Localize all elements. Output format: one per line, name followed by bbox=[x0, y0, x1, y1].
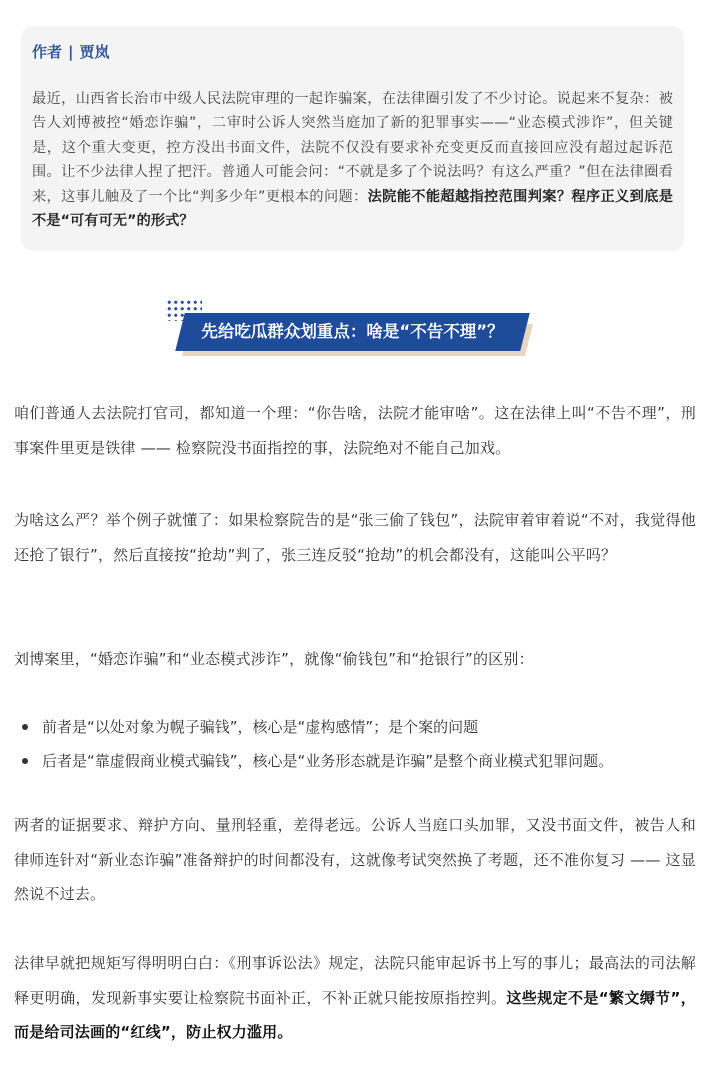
bullet-list bbox=[14, 710, 696, 778]
paragraph-5 bbox=[14, 946, 696, 1050]
paragraph-2: 为啥这么严？举个例子就懂了：如果检察院告的是“张三偷了钱包”，法院审着审着说“不对，我觉得他还抢了银行”，然后直接按“抢劫”判了，张三连反驳“抢劫”的机会都没有，这能叫公平吗？ bbox=[14, 511, 696, 564]
bullet-text: 后者是“靠虚假商业模式骗钱”，核心是“业务形态就是诈骗”是整个商业模式犯罪问题。 bbox=[42, 752, 614, 770]
paragraph-3: 刘博案里，“婚恋诈骗”和“业态模式涉诈”，就像“偷钱包”和“抢银行”的区别： bbox=[14, 650, 534, 668]
list-item bbox=[14, 710, 696, 744]
bullet-dot-icon bbox=[22, 724, 28, 730]
bullet-text: 前者是“以处对象为幌子骗钱”，核心是“虚构感情”；是个案的问题 bbox=[42, 718, 479, 736]
paragraph-5-bold: 这些规定不是“繁文缛节”，而是给司法画的“红线”，防止权力滥用。 bbox=[14, 988, 696, 1041]
paragraph-5-text: 法律早就把规矩写得明明白白：《刑事诉讼法》规定，法院只能审起诉书上写的事儿；最高法的司法解释更明确，发现新事实要让检察院书面补正，不补正就只能按原指控判。 bbox=[14, 954, 696, 1007]
list-item bbox=[14, 744, 696, 778]
author-label: 作者 bbox=[32, 43, 63, 61]
author-line bbox=[32, 42, 673, 62]
author-name: 贾岚 bbox=[79, 43, 110, 61]
intro-text bbox=[32, 87, 673, 233]
paragraph-4: 两者的证据要求、辩护方向、量刑轻重，差得老远。公诉人当庭口头加罪，又没书面文件，被告人和律师连针对“新业态诈骗”准备辩护的时间都没有，这就像考试突然换了考题，还不准你复习 —— 这显然说不过去。 bbox=[14, 816, 696, 903]
intro-paragraph: 最近，山西省长治市中级人民法院审理的一起诈骗案，在法律圈引发了不少讨论。说起来不复杂：被告人刘博被控“婚恋诈骗”，二审时公诉人突然当庭加了新的犯罪事实——“业态模式涉诈”，但关键是，这个重大变更，控方没出书面文件，法院不仅没有要求补充变更反而直接回应没有超过起诉范围。让不少法律人捏了把汗。普通人可能会问：“不就是多了个说法吗？有这么严重？”但在法律圈看来，这事儿触及了一个比“判多少年”更根本的问题： bbox=[32, 91, 673, 205]
paragraph-1: 咱们普通人去法院打官司，都知道一个理：“你告啥，法院才能审啥”。这在法律上叫“不告不理”，刑事案件里更是铁律 —— 检察院没书面指控的事，法院绝对不能自己加戏。 bbox=[14, 404, 696, 457]
author-separator: | bbox=[68, 43, 74, 61]
intro-box bbox=[21, 26, 684, 251]
intro-bold-question: 法院能不能超越指控范围判案？程序正义到底是不是“可有可无”的形式？ bbox=[32, 188, 673, 230]
section-heading: 先给吃瓜群众划重点：啥是“不告不理”？ bbox=[201, 322, 504, 341]
bullet-dot-icon bbox=[22, 758, 28, 764]
